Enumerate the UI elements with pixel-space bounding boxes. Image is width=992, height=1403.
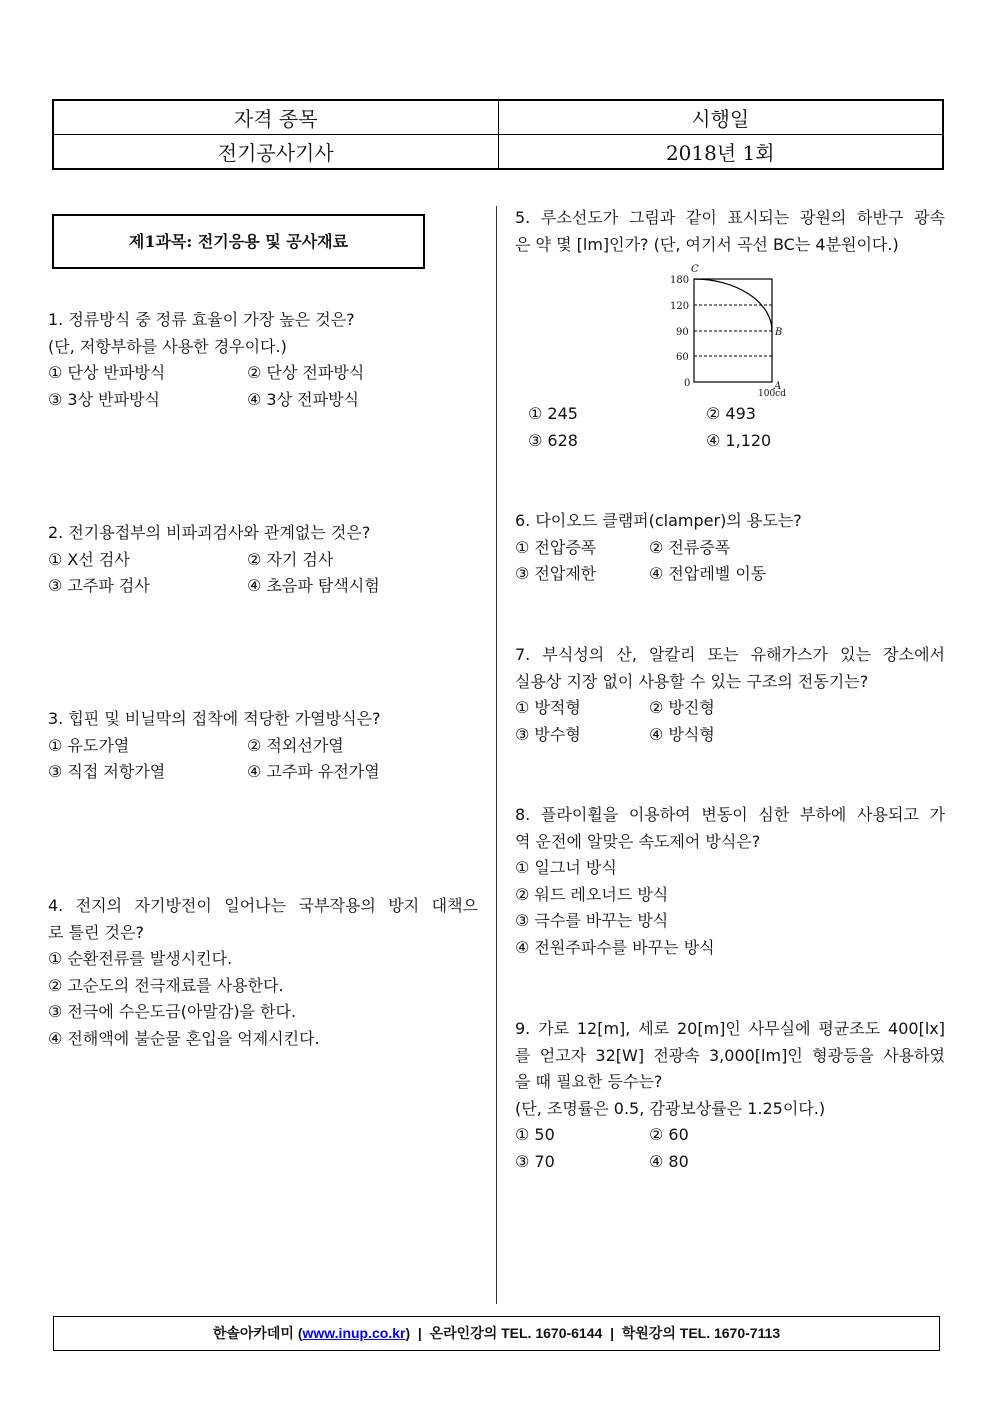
question-5 xyxy=(515,205,945,258)
question-9 xyxy=(515,1016,945,1175)
header-col2-value: 2018년 1회 xyxy=(498,135,943,170)
question-text: 6. 다이오드 클램퍼(clamper)의 용도는? xyxy=(515,511,802,530)
header-col1-label: 자격 종목 xyxy=(53,100,498,135)
option: ③ 직접 저항가열 xyxy=(48,762,166,781)
option: ② 단상 전파방식 xyxy=(247,363,365,382)
rousseau-diagram xyxy=(660,262,800,400)
option: ① 순환전류를 발생시킨다. xyxy=(48,949,233,968)
question-text: 2. 전기용접부의 비파괴검사와 관계없는 것은? xyxy=(48,523,371,542)
option: ① 유도가열 xyxy=(48,735,130,755)
question-text: 을 때 필요한 등수는? xyxy=(515,1072,663,1091)
question-7 xyxy=(515,642,945,748)
option: ② 워드 레오너드 방식 xyxy=(515,884,669,904)
header-col1-value: 전기공사기사 xyxy=(53,135,498,170)
column-divider xyxy=(496,206,497,1304)
question-text: (단, 저항부하를 사용한 경우이다.) xyxy=(48,336,287,356)
question-text: 1. 정류방식 중 정류 효율이 가장 높은 것은? xyxy=(48,310,355,329)
option: ① 245 xyxy=(528,404,578,423)
y-tick-label: 120 xyxy=(670,301,690,312)
question-text: 를 얻고자 32[W] 전광속 3,000[lm]인 형광등을 사용하였 xyxy=(515,1045,945,1065)
x-axis-label: 100cd xyxy=(758,389,786,399)
option: ② 60 xyxy=(649,1125,689,1144)
question-4 xyxy=(48,893,478,1052)
option: ② 자기 검사 xyxy=(247,549,334,569)
footer xyxy=(53,1316,940,1351)
option: ① 50 xyxy=(515,1125,555,1144)
option: ④ 방식형 xyxy=(649,724,715,744)
question-text: 5. 루소선도가 그림과 같이 표시되는 광원의 하반구 광속 xyxy=(515,208,945,227)
subject-title: 제1과목: 전기응용 및 공사재료 xyxy=(52,214,425,269)
option: ② 493 xyxy=(706,404,756,423)
question-text: 7. 부식성의 산, 알칼리 또는 유해가스가 있는 장소에서 xyxy=(515,645,945,664)
y-tick-label: 60 xyxy=(676,352,689,363)
y-tick-label: 180 xyxy=(670,275,690,286)
option: ② 고순도의 전극재료를 사용한다. xyxy=(48,975,284,995)
question-8 xyxy=(515,802,945,961)
option: ③ 628 xyxy=(528,430,578,450)
option: ① X선 검사 xyxy=(48,549,130,569)
option: ③ 방수형 xyxy=(515,724,581,744)
footer-website-link[interactable]: www.inup.co.kr xyxy=(302,1325,406,1341)
option: ④ 1,120 xyxy=(706,430,772,450)
option: ③ 극수를 바꾸는 방식 xyxy=(515,911,669,930)
footer-offline-tel: 학원강의 TEL. 1670-7113 xyxy=(621,1325,781,1341)
question-3 xyxy=(48,706,478,786)
option: ③ 고주파 검사 xyxy=(48,576,150,595)
question-text: 은 약 몇 [lm]인가? (단, 여기서 곡선 BC는 4분원이다.) xyxy=(515,234,899,254)
question-text: 실용상 지장 없이 사용할 수 있는 구조의 전동기는? xyxy=(515,671,869,691)
question-5-options xyxy=(528,401,938,454)
option: ① 단상 반파방식 xyxy=(48,363,166,382)
option: ③ 전압제한 xyxy=(515,564,597,583)
y-tick-label: 90 xyxy=(676,327,689,338)
question-text: 4. 전지의 자기방전이 일어나는 국부작용의 방지 대책으 xyxy=(48,896,478,915)
question-1 xyxy=(48,307,478,413)
option: ③ 70 xyxy=(515,1151,555,1171)
question-text: 로 틀린 것은? xyxy=(48,922,144,942)
question-text: (단, 조명률은 0.5, 감광보상률은 1.25이다.) xyxy=(515,1098,826,1118)
question-2 xyxy=(48,520,478,600)
option: ④ 3상 전파방식 xyxy=(247,389,359,409)
option: ④ 전해액에 불순물 혼입을 억제시킨다. xyxy=(48,1028,320,1048)
option: ① 방적형 xyxy=(515,698,581,717)
option: ④ 전압레벨 이동 xyxy=(649,564,767,583)
point-label: C xyxy=(691,264,699,275)
option: ④ 고주파 유전가열 xyxy=(247,762,380,781)
y-tick-label: 0 xyxy=(684,378,691,389)
footer-paren: ) xyxy=(405,1325,411,1341)
question-6 xyxy=(515,508,945,588)
question-text: 8. 플라이휠을 이용하여 변동이 심한 부하에 사용되고 가 xyxy=(515,805,945,824)
question-text: 9. 가로 12[m], 세로 20[m]인 사무실에 평균조도 400[lx] xyxy=(515,1019,945,1038)
option: ① 전압증폭 xyxy=(515,537,597,557)
option: ③ 전극에 수은도금(아말감)을 한다. xyxy=(48,1002,297,1021)
footer-separator: | xyxy=(417,1325,422,1341)
option: ④ 전원주파수를 바꾸는 방식 xyxy=(515,937,715,957)
option: ④ 80 xyxy=(649,1151,689,1171)
header-col2-label: 시행일 xyxy=(498,100,943,135)
option: ① 일그너 방식 xyxy=(515,858,617,877)
option: ② 적외선가열 xyxy=(247,735,344,755)
question-text: 역 운전에 알맞은 속도제어 방식은? xyxy=(515,831,761,851)
header-table xyxy=(52,99,944,170)
footer-academy: 한솔아카데미 ( xyxy=(212,1325,303,1341)
footer-online-tel: 온라인강의 TEL. 1670-6144 xyxy=(429,1325,603,1341)
point-label: A xyxy=(774,381,782,392)
footer-separator: | xyxy=(610,1325,614,1341)
question-text: 3. 힙핀 및 비닐막의 접착에 적당한 가열방식은? xyxy=(48,709,381,728)
option: ② 방진형 xyxy=(649,698,715,717)
option: ④ 초음파 탐색시험 xyxy=(247,576,380,595)
point-label: B xyxy=(775,327,783,338)
option: ② 전류증폭 xyxy=(649,537,731,557)
option: ③ 3상 반파방식 xyxy=(48,389,160,409)
